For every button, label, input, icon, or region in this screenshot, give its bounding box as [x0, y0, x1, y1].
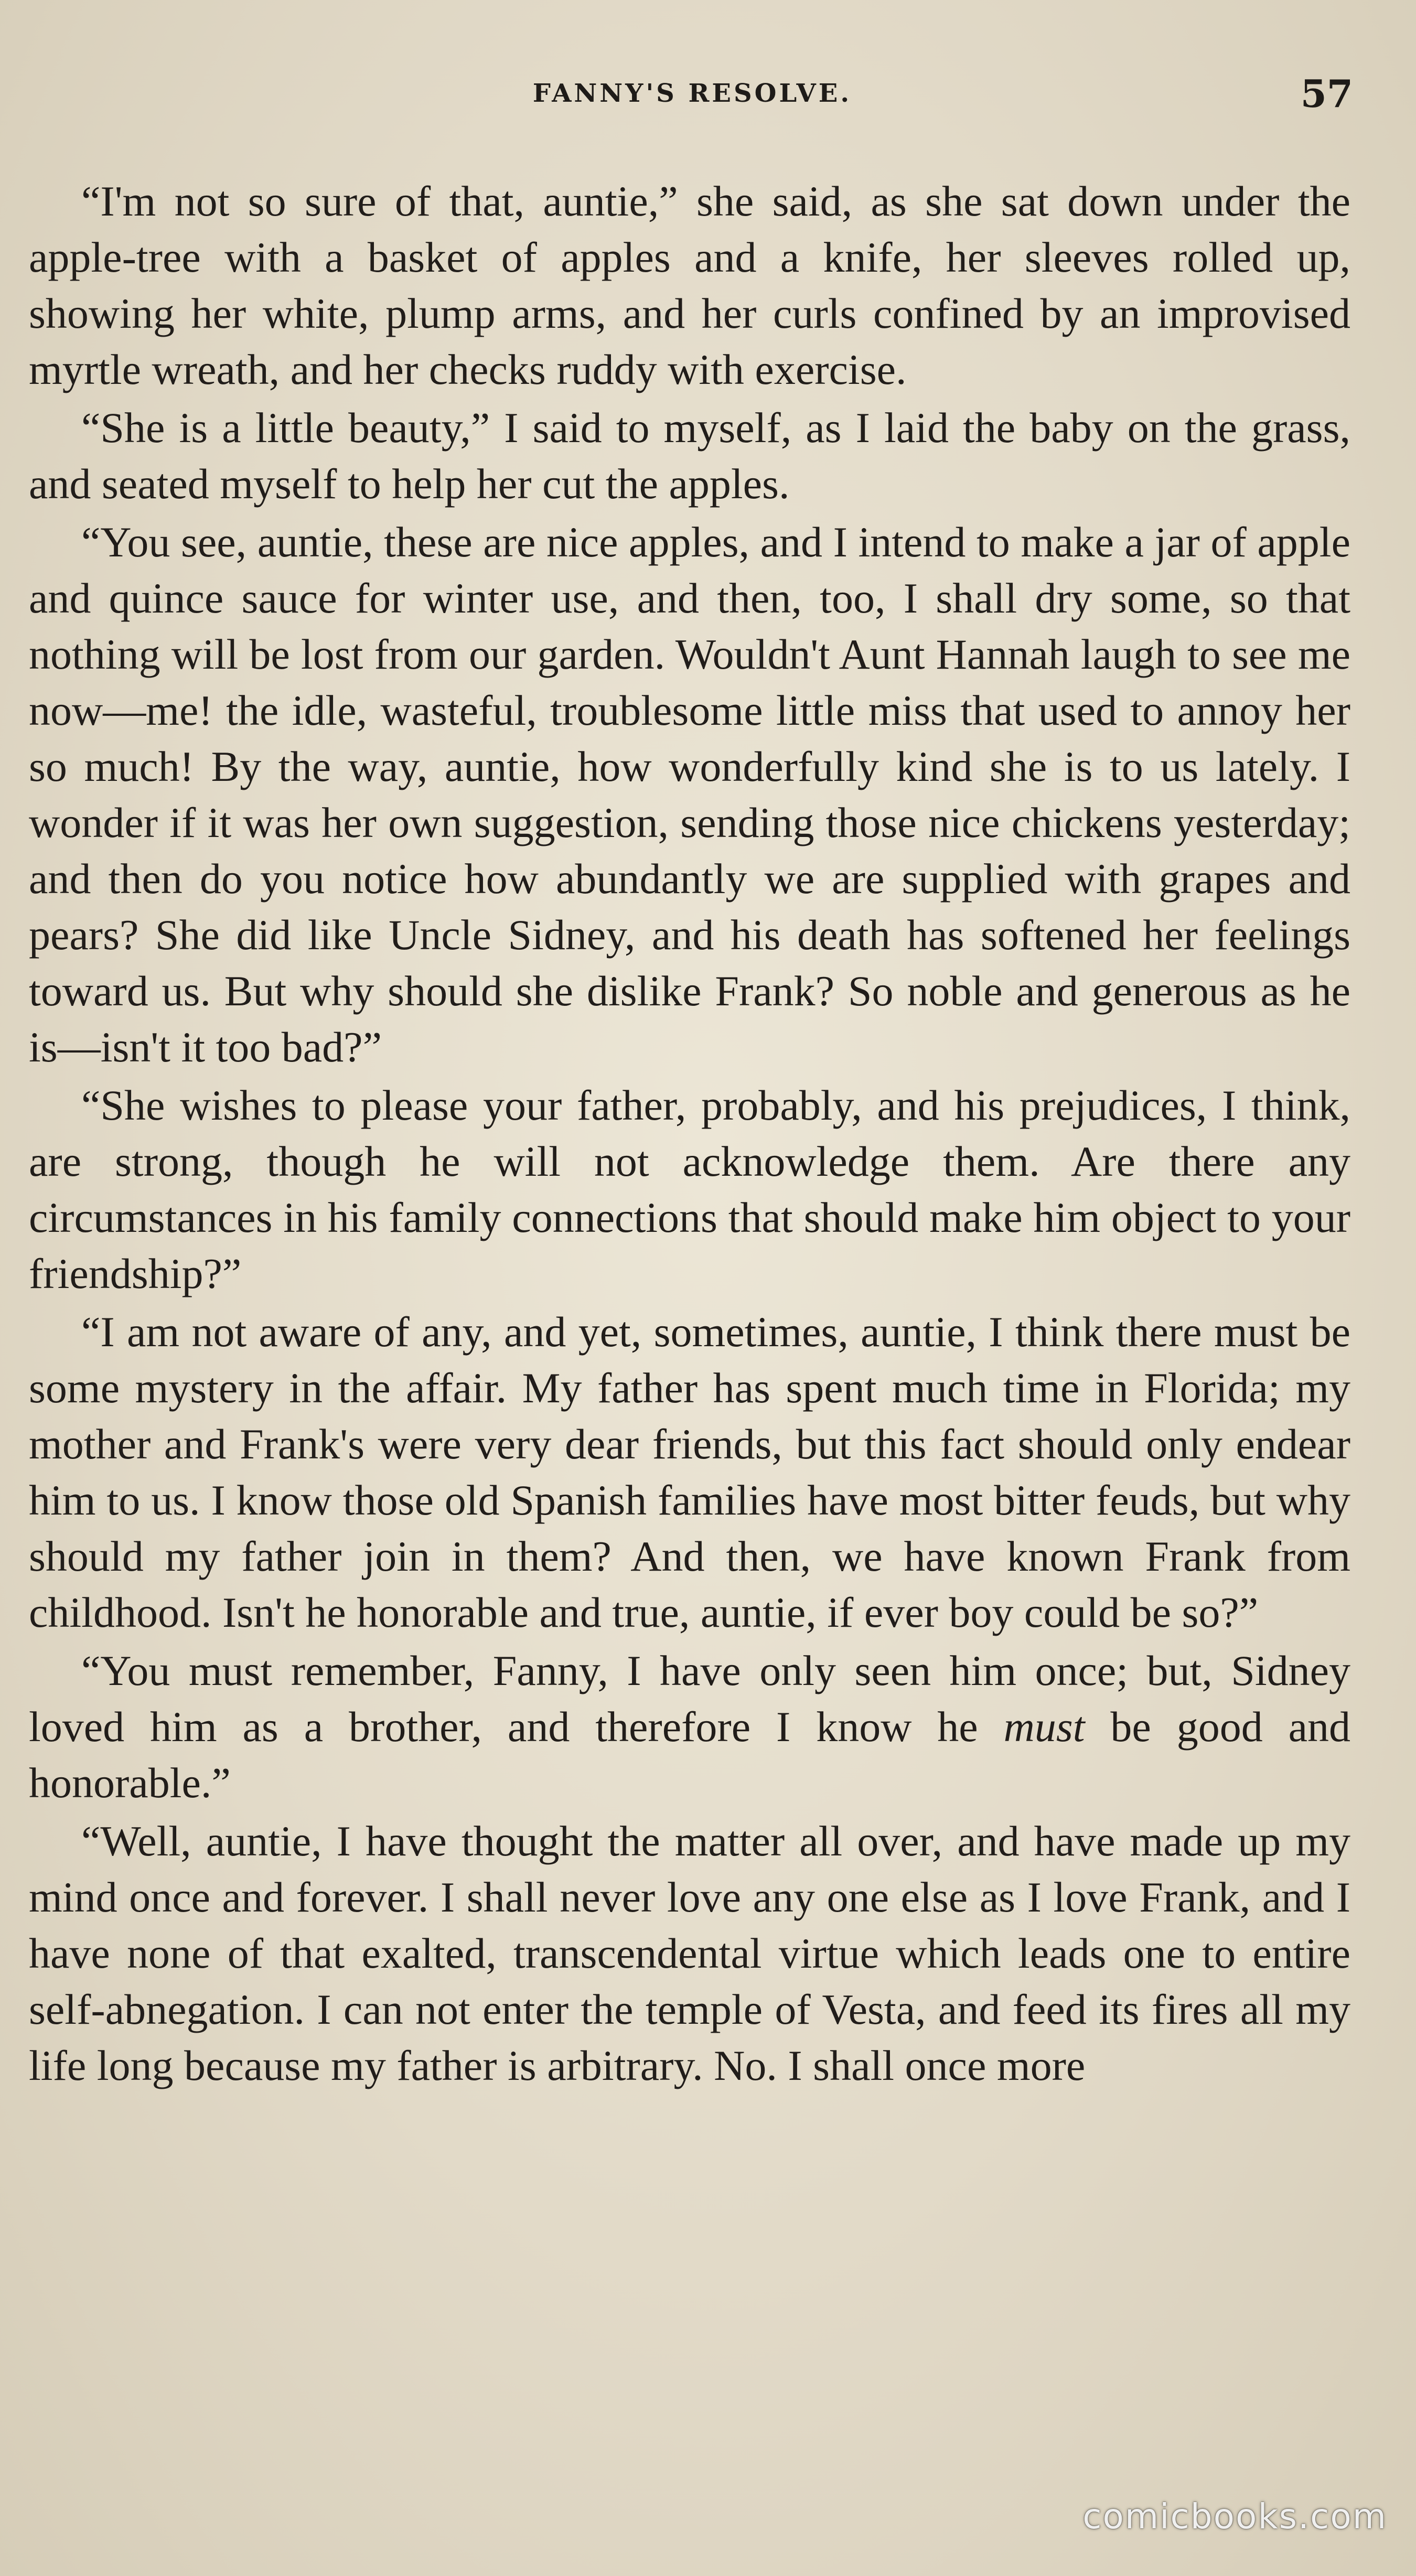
body-text [29, 173, 1350, 2096]
paragraph: “I am not aware of any, and yet, sometimes, auntie, I think there must be some mystery in the affair. My father has spent much time in Florida; my mother and Frank's were very dear friends, but this fact should only endear him to us. I know those old Spanish families have most bitter feuds, but why should my father join in them? And then, we have known Frank from childhood. Isn't he honorable and true, auntie, if ever boy could be so?” [29, 1308, 1350, 1636]
paragraph: “She wishes to please your father, probably, and his prejudices, I think, are strong, though he will not acknowledge them. Are there any circumstances in his family connections that should make him object to your friendship?” [29, 1081, 1350, 1297]
paragraph: “You see, auntie, these are nice apples, and I intend to make a jar of apple and quince sauce for winter use, and then, too, I shall dry some, so that nothing will be lost from our garden. Wouldn't Aunt Hannah laugh to see me now—me! the idle, wasteful, troublesome little miss that used to annoy her so much! By the way, auntie, how wonderfully kind she is to us lately. I wonder if it was her own suggestion, sending those nice chickens yesterday; and then do you notice how abundantly we are supplied with grapes and pears? She did like Uncle Sidney, and his death has softened her feelings toward us. But why should she dislike Frank? So noble and generous as he is—isn't it too bad?” [29, 518, 1350, 1071]
paragraph-text: be good and honorable.” [29, 1703, 1351, 1807]
running-head: FANNY'S RESOLVE. [532, 79, 852, 108]
paragraph: “Well, auntie, I have thought the matter all over, and have made up my mind once and forever. I shall never love any one else as I love Frank, and I have none of that exalted, transcendental virtue which leads one to entire self-abnegation. I can not enter the temple of Vesta, and feed its fires all my life long because my father is arbitrary. No. I shall once more [29, 1817, 1350, 2089]
paragraph [29, 1643, 1350, 1811]
emphasized-word: must [1003, 1703, 1085, 1751]
paragraph: “She is a little beauty,” I said to myself, as I laid the baby on the grass, and seated myself to help her cut the apples. [29, 404, 1350, 508]
paragraph: “I'm not so sure of that, auntie,” she said, as she sat down under the apple-tree with a basket of apples and a knife, her sleeves rolled up, showing her white, plump arms, and her curls confined by an improvised myrtle wreath, and her checks ruddy with exercise. [29, 177, 1350, 393]
paragraph-text: “You must remember, Fanny, I have only seen him once; but, Sidney loved him as a brother, and therefore I know he [29, 1647, 1350, 1751]
watermark: comicbooks.com [1082, 2496, 1387, 2537]
page-header [31, 71, 1353, 136]
page-number: 57 [1300, 71, 1353, 116]
